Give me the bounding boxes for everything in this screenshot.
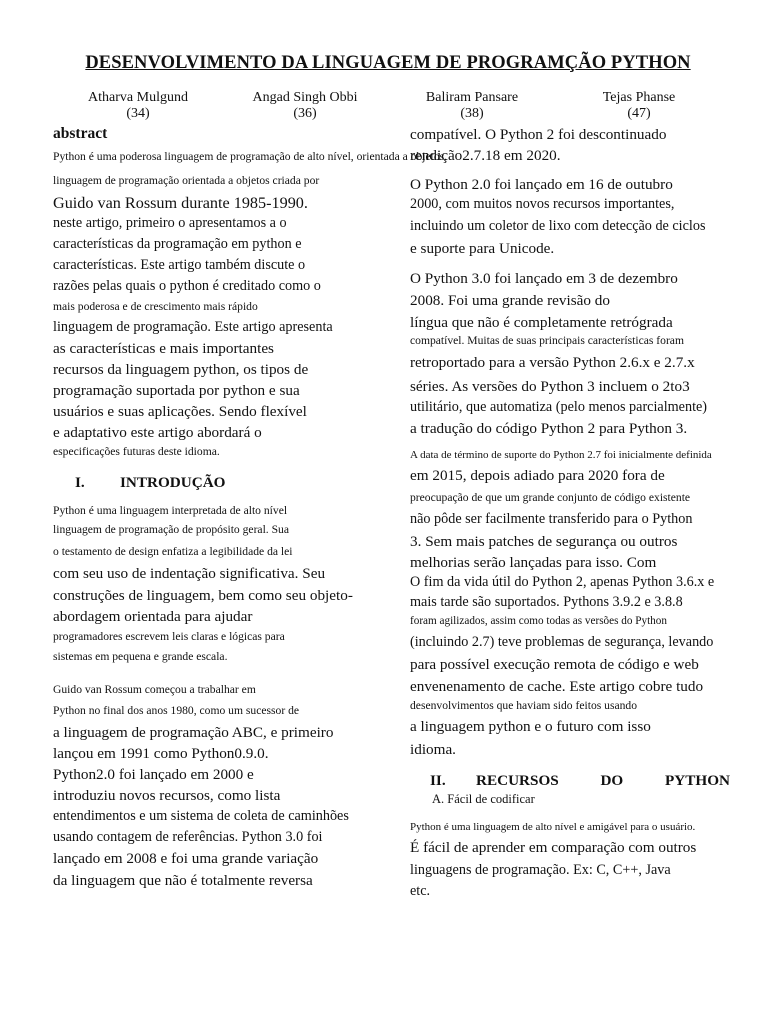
paragraph-line: usando contagem de referências. Python 3.0 foi	[53, 829, 323, 845]
author-name: Baliram Pansare	[425, 90, 519, 105]
paragraph-line: linguagem de programação de propósito geral. Sua	[53, 523, 289, 536]
abstract-line: neste artigo, primeiro o apresentamos a o	[53, 215, 287, 231]
paragraph-line: Python é uma linguagem interpretada de alto nível	[53, 504, 288, 517]
paragraph-line: O Python 3.0 foi lançado em 3 de dezembro	[410, 270, 678, 287]
right-column	[410, 124, 760, 902]
paragraph-line: o testamento de design enfatiza a legibilidade da lei	[53, 545, 293, 558]
author-id: (34)	[126, 106, 150, 121]
paragraph-line: etc.	[410, 883, 431, 899]
introduction-paragraph-1	[53, 502, 383, 668]
paragraph-line: compatível. Muitas de suas principais características foram	[410, 334, 684, 347]
paragraph-line: incluindo um coletor de lixo com detecção de ciclos	[410, 218, 706, 234]
paragraph-line: Python2.0 foi lançado em 2000 e	[53, 766, 254, 783]
author-3	[413, 90, 531, 122]
author-id: (38)	[460, 106, 484, 121]
paragraph-compat	[410, 124, 760, 166]
paragraph-line: em 2015, depois adiado para 2020 fora de	[410, 467, 665, 484]
paragraph-line: lançou em 1991 como Python0.9.0.	[53, 745, 269, 762]
introduction-paragraph-2	[53, 680, 383, 891]
paragraph-line: Guido van Rossum começou a trabalhar em	[53, 683, 256, 696]
paragraph-line: rendição2.7.18 em 2020.	[410, 147, 561, 164]
abstract-line: programação suportada por python e sua	[53, 382, 300, 399]
paragraph-line: abordagem orientada para ajudar	[53, 608, 253, 625]
abstract-line: as características e mais importantes	[53, 340, 274, 357]
paragraph-line: A data de término de suporte do Python 2.7 foi inicialmente definida	[410, 449, 712, 461]
section-title-word: RECURSOS	[476, 772, 559, 789]
paragraph-line: 2000, com muitos novos recursos importantes,	[410, 196, 675, 212]
paragraph-line: não pôde ser facilmente transferido para o Python	[410, 511, 693, 527]
paragraph-line: e suporte para Unicode.	[410, 240, 555, 257]
paragraph-line: envenenamento de cache. Este artigo cobre tudo	[410, 678, 704, 695]
paragraph-line: retroportado para a versão Python 2.6.x e 2.7.x	[410, 354, 695, 371]
paragraph-line: língua que não é completamente retrógrada	[410, 314, 673, 331]
paragraph-line: 2008. Foi uma grande revisão do	[410, 292, 610, 309]
paragraph-line: introduziu novos recursos, como lista	[53, 787, 281, 804]
section-title-word: DO	[600, 772, 624, 789]
abstract-line: usuários e suas aplicações. Sendo flexível	[53, 403, 307, 420]
paragraph-easy-to-code	[410, 819, 760, 902]
paragraph-line: idioma.	[410, 741, 456, 758]
author-id: (36)	[293, 106, 317, 121]
paragraph-line: O fim da vida útil do Python 2, apenas Python 3.6.x e	[410, 574, 715, 590]
section-number: II.	[430, 772, 446, 789]
author-1	[78, 90, 198, 122]
paragraph-line: mais tarde são suportados. Pythons 3.9.2 e 3.8.8	[410, 594, 683, 610]
paragraph-line: séries. As versões do Python 3 incluem o 2to3	[410, 378, 690, 395]
paragraph-line: sistemas em pequena e grande escala.	[53, 650, 228, 663]
author-2	[240, 90, 370, 122]
abstract-line: e adaptativo este artigo abordará o	[53, 424, 262, 441]
abstract-line: Guido van Rossum durante 1985-1990.	[53, 194, 308, 212]
paragraph-line: utilitário, que automatiza (pelo menos parcialmente)	[410, 399, 708, 415]
section-number: I.	[75, 474, 85, 491]
section-title-word: PYTHON	[665, 772, 730, 789]
author-name: Angad Singh Obbi	[252, 90, 358, 105]
abstract-line: especificações futuras deste idioma.	[53, 445, 220, 458]
abstract-line: linguagem de programação orientada a objetos criada por	[53, 174, 320, 187]
paragraph-line: a linguagem de programação ABC, e primeiro	[53, 724, 334, 741]
author-name: Tejas Phanse	[602, 90, 676, 105]
paragraph-line: para possível execução remota de código e web	[410, 656, 699, 673]
abstract-line: razões pelas quais o python é creditado como o	[53, 278, 321, 294]
paragraph-line: com seu uso de indentação significativa. Seu	[53, 565, 326, 582]
subsection-heading: A. Fácil de codificar	[432, 792, 535, 806]
abstract-body	[53, 150, 448, 461]
paragraph-line: a linguagem python e o futuro com isso	[410, 718, 651, 735]
paragraph-line: melhorias serão lançadas para isso. Com	[410, 554, 657, 571]
paragraph-line: a tradução do código Python 2 para Python 3.	[410, 420, 688, 437]
paragraph-line: (incluindo 2.7) teve problemas de segurança, levando	[410, 634, 714, 650]
paragraph-line: construções de linguagem, bem como seu objeto-	[53, 587, 353, 604]
paragraph-line: da linguagem que não é totalmente reversa	[53, 872, 313, 889]
abstract-line: linguagem de programação. Este artigo apresenta	[53, 319, 333, 335]
paragraph-line: É fácil de aprender em comparação com outros	[410, 839, 697, 856]
paragraph-line: foram agilizados, assim como todas as versões do Python	[410, 615, 667, 627]
paragraph-line: Python é uma linguagem de alto nível e amigável para o usuário.	[410, 821, 696, 833]
paragraph-python3	[410, 268, 760, 439]
section-heading-introduction	[53, 473, 383, 493]
paper-title: DESENVOLVIMENTO DA LINGUAGEM DE PROGRAMÇÃO PYTHON	[85, 53, 691, 73]
author-name: Atharva Mulgund	[88, 90, 188, 105]
paragraph-line: preocupação de que um grande conjunto de código existente	[410, 491, 691, 504]
paragraph-line: Python no final dos anos 1980, como um sucessor de	[53, 704, 300, 717]
abstract-line: recursos da linguagem python, os tipos de	[53, 361, 309, 378]
paragraph-line: compatível. O Python 2 foi descontinuado	[410, 126, 667, 143]
paragraph-line: lançado em 2008 e foi uma grande variação	[53, 850, 319, 867]
paragraph-line: entendimentos e um sistema de coleta de caminhões	[53, 808, 349, 824]
section-heading-features	[410, 771, 730, 791]
paragraph-python2	[410, 176, 760, 260]
paragraph-line: programadores escrevem leis claras e lógicas para	[53, 630, 285, 643]
paragraph-line: O Python 2.0 foi lançado em 16 de outubro	[410, 176, 673, 193]
abstract-line: características. Este artigo também discute o	[53, 257, 306, 273]
section-title: INTRODUÇÃO	[120, 474, 226, 491]
paragraph-end-of-support	[410, 447, 760, 760]
paragraph-line: 3. Sem mais patches de segurança ou outros	[410, 533, 678, 550]
abstract-line: mais poderosa e de crescimento mais rápido	[53, 300, 258, 313]
abstract-heading: abstract	[53, 125, 108, 142]
abstract-line: Python é uma poderosa linguagem de programação de alto nível, orientada a objetos.	[53, 150, 448, 163]
author-id: (47)	[627, 106, 651, 121]
paragraph-line: desenvolvimentos que haviam sido feitos usando	[410, 699, 638, 712]
paragraph-line: linguagens de programação. Ex: C, C++, Java	[410, 862, 671, 878]
abstract-line: características da programação em python e	[53, 236, 302, 252]
author-4	[590, 90, 688, 122]
